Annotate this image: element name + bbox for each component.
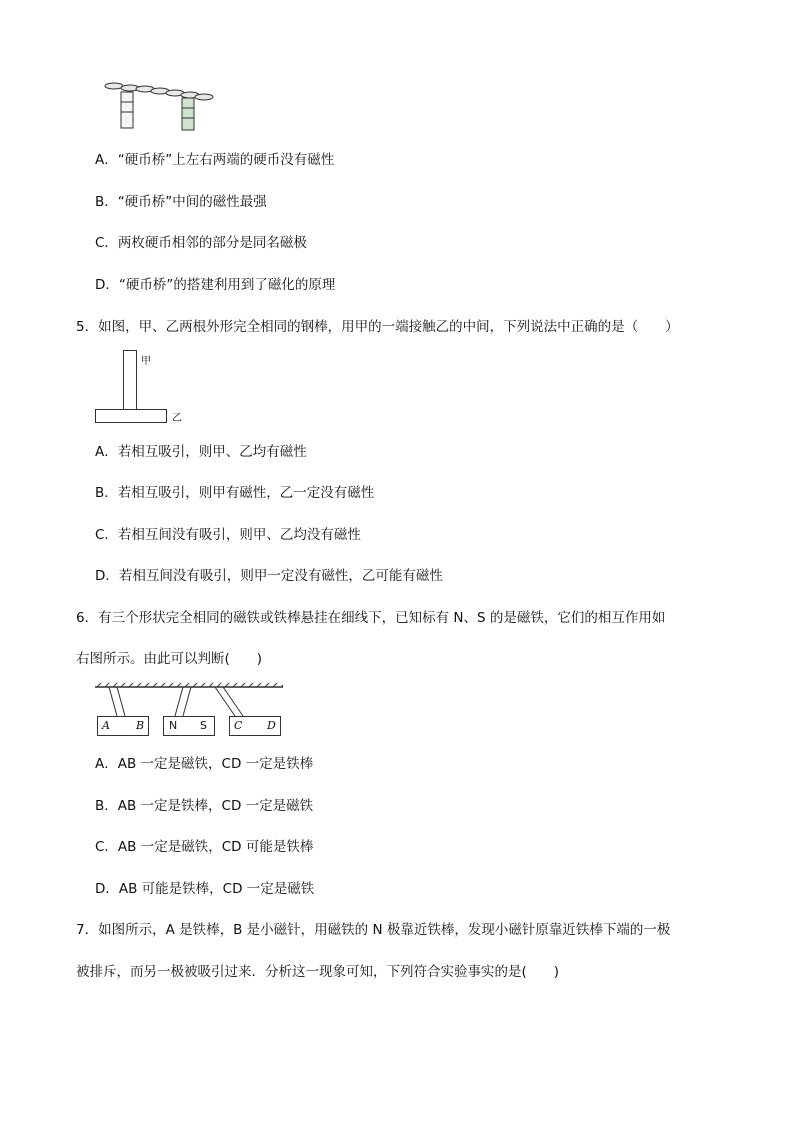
q4-option-d: D．“硬币桥”的搭建利用到了磁化的原理	[95, 277, 336, 293]
q4-option-a: A．“硬币桥”上左右两端的硬币没有磁性	[95, 152, 335, 168]
label-b: B	[136, 719, 145, 732]
q5-stem: 5．如图，甲、乙两根外形完全相同的钢棒，用甲的一端接触乙的中间，下列说法中正确的是（ ）	[76, 319, 679, 335]
rod-jia	[123, 350, 137, 411]
rod-yi	[95, 409, 167, 423]
label-c: C	[234, 719, 243, 732]
bar-cd	[229, 716, 281, 736]
q7-stem-line2: 被排斥，而另一极被吸引过来．分析这一现象可知，下列符合实验事实的是( )	[76, 964, 560, 980]
q4-option-c: C．两枚硬币相邻的部分是同名磁极	[95, 235, 307, 251]
magnet-ns	[163, 716, 215, 736]
q6-option-d: D．AB 可能是铁棒，CD 一定是磁铁	[95, 881, 315, 897]
q5-option-b: B．若相互吸引，则甲有磁性，乙一定没有磁性	[95, 485, 375, 501]
label-jia: 甲	[141, 356, 151, 367]
coin-bridge-figure	[100, 80, 220, 132]
bar-ab	[97, 716, 149, 736]
label-a: A	[102, 719, 110, 732]
q5-option-c: C．若相互间没有吸引，则甲、乙均没有磁性	[95, 527, 361, 543]
label-d: D	[267, 719, 276, 732]
q4-option-b: B．“硬币桥”中间的磁性最强	[95, 194, 267, 210]
magnets-figure	[95, 682, 285, 738]
rods-figure	[95, 350, 195, 428]
q6-option-b: B．AB 一定是铁棒，CD 一定是磁铁	[95, 798, 314, 814]
label-n: N	[169, 719, 178, 732]
q5-option-d: D．若相互间没有吸引，则甲一定没有磁性，乙可能有磁性	[95, 568, 443, 584]
q6-stem-line2: 右图所示。由此可以判断( )	[76, 651, 263, 667]
q6-option-c: C．AB 一定是磁铁，CD 可能是铁棒	[95, 839, 314, 855]
q5-option-a: A．若相互吸引，则甲、乙均有磁性	[95, 444, 307, 460]
label-yi: 乙	[172, 413, 182, 424]
q6-option-a: A．AB 一定是磁铁，CD 一定是铁棒	[95, 756, 314, 772]
q7-stem-line1: 7．如图所示，A 是铁棒，B 是小磁针，用磁铁的 N 极靠近铁棒，发现小磁针原靠近铁棒下端的一极	[76, 922, 671, 938]
q6-stem-line1: 6．有三个形状完全相同的磁铁或铁棒悬挂在细线下，已知标有 N、S 的是磁铁，它们的相互作用如	[76, 610, 666, 626]
label-s: S	[200, 719, 207, 732]
